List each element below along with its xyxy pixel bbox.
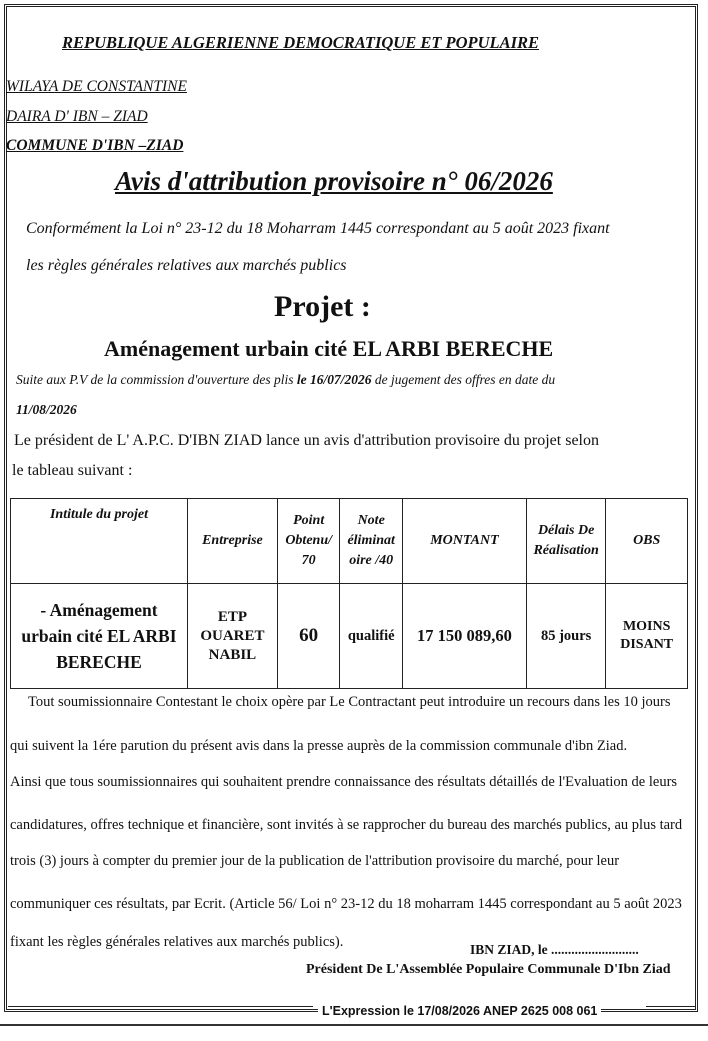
president-line-1: Le président de L' A.P.C. D'IBN ZIAD lance un avis d'attribution provisoire du projet selon [14, 432, 599, 449]
wilaya-line: WILAYA DE CONSTANTINE [6, 78, 187, 95]
intro-line-1: Conformément la Loi n° 23-12 du 18 Moharram 1445 correspondant au 5 août 2023 fixant [26, 220, 610, 237]
p1-line-2: qui suivent la 1ére parution du présent avis dans la presse auprès de la commission communale d'ibn Ziad. [10, 738, 628, 754]
pv-date-1: le 16/07/2026 [296, 372, 372, 387]
footer-rule-left [8, 1006, 313, 1012]
p2-line-1: Ainsi que tous soumissionnaires qui souhaitent prendre connaissance des résultats détaillés de l'Evaluation de leurs [10, 774, 678, 790]
signature-title: Président De L'Assemblée Populaire Communale D'Ibn Ziad [306, 962, 671, 977]
intro-line-2: les règles générales relatives aux marchés publics [26, 257, 347, 274]
header-obs: OBS [606, 499, 688, 584]
header-intitule: Intitule du projet [11, 499, 188, 584]
p2-line-2: candidatures, offres technique et financière, sont invités à se rapprocher du bureau des marchés publics, au plus tard [10, 817, 683, 833]
cell-montant: 17 150 089,60 [402, 584, 526, 689]
cell-point: 60 [277, 584, 340, 689]
header-note: Note éliminat oire /40 [340, 499, 403, 584]
header-point: Point Obtenu/ 70 [277, 499, 340, 584]
footer-rule-right [646, 1006, 696, 1012]
footer-publication: L'Expression le 17/08/2026 ANEP 2625 008 061 [318, 1004, 601, 1018]
results-table [10, 498, 688, 689]
table-row [11, 584, 688, 689]
commune-line: COMMUNE D'IBN –ZIAD [6, 137, 184, 154]
p2-line-3: trois (3) jours à compter du premier jour de la publication de l'attribution provisoire du marché, pour leur [10, 853, 620, 869]
header-delais: Délais De Réalisation [526, 499, 605, 584]
projet-name: Aménagement urbain cité EL ARBI BERECHE [104, 336, 554, 361]
president-line-2: le tableau suivant : [12, 462, 133, 479]
pv-middle: de jugement des offres en date du [371, 372, 556, 387]
p1-line-1: Tout soumissionnaire Contestant le choix opère par Le Contractant peut introduire un recours dans les 10 jours [28, 694, 671, 710]
republic-heading: REPUBLIQUE ALGERIENNE DEMOCRATIQUE ET POPULAIRE [62, 33, 540, 52]
cell-delais: 85 jours [526, 584, 605, 689]
pv-line [16, 372, 555, 388]
p2-line-5: fixant les règles générales relatives aux marchés publics). [10, 934, 344, 950]
cell-obs: MOINS DISANT [606, 584, 688, 689]
table-header-row [11, 499, 688, 584]
header-entreprise: Entreprise [187, 499, 277, 584]
page-bottom-rule [0, 1024, 708, 1026]
p2-line-4: communiquer ces résultats, par Ecrit. (Article 56/ Loi n° 23-12 du 18 moharram 1445 correspondant au 5 août 2023 [10, 896, 682, 912]
daira-line: DAIRA D' IBN – ZIAD [6, 108, 148, 125]
avis-title: Avis d'attribution provisoire n° 06/2026 [115, 166, 553, 196]
header-montant: MONTANT [402, 499, 526, 584]
pv-date-2: 11/08/2026 [16, 402, 77, 417]
cell-intitule: - Aménagement urbain cité EL ARBI BERECHE [11, 584, 188, 689]
cell-note: qualifié [340, 584, 403, 689]
signature-place: IBN ZIAD, le .......................... [470, 942, 639, 957]
projet-label: Projet : [274, 290, 371, 323]
pv-prefix: Suite aux P.V de la commission d'ouverture des plis [16, 372, 297, 387]
cell-entreprise: ETP OUARET NABIL [187, 584, 277, 689]
